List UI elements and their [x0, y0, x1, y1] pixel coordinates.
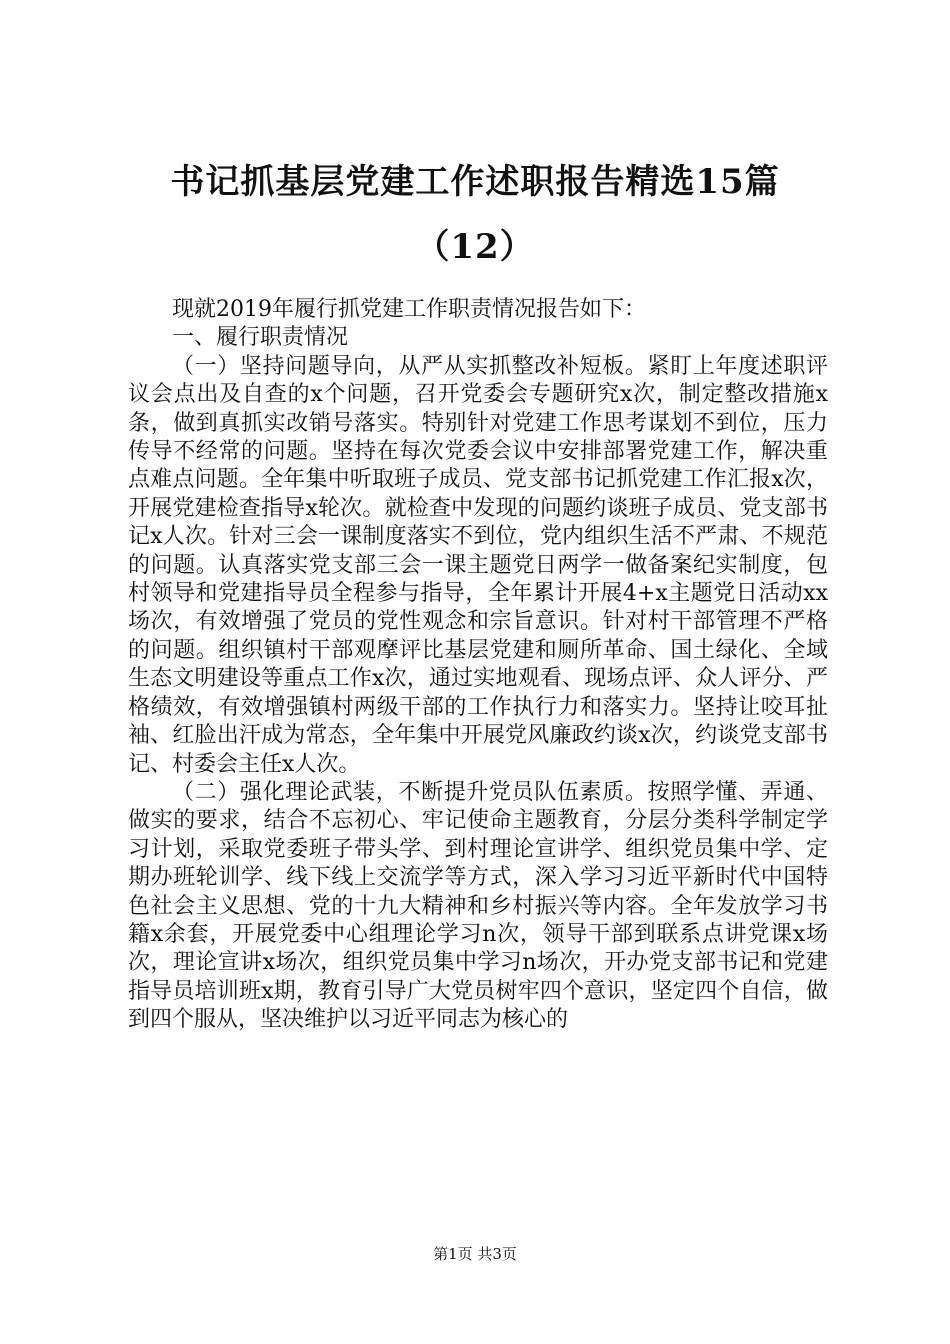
intro-paragraph: 现就2019年履行抓党建工作职责情况报告如下： — [172, 297, 646, 322]
section-heading: 一、履行职责情况 — [172, 325, 349, 351]
document-body — [128, 296, 828, 1035]
body-paragraph: （一）坚持问题导向，从严从实抓整改补短板。紧盯上年度述职评议会点出及自查的x个问题，召开党委会专题研究x次，制定整改措施x条，做到真抓实改销号落实。特别针对党建工作思考谋划不到位，压力传导不经常的问题。坚持在每次党委会议中安排部署党建工作，解决重点难点问题。全年集中听取班子成员、党支部书记抓党建工作汇报x次，开展党建检查指导x轮次。就检查中发现的问题约谈班子成员、党支部书记x人次。针对三会一课制度落实不到位，党内组织生活不严肃、不规范的问题。认真落实党支部三会一课主题党日两学一做备案纪实制度，包村领导和党建指导员全程参与指导，全年累计开展4+x主题党日活动xx场次，有效增强了党员的党性观念和宗旨意识。针对村干部管理不严格的问题。组织镇村干部观摩评比基层党建和厕所革命、国土绿化、全域生态文明建设等重点工作x次，通过实地观看、现场点评、众人评分、严格绩效，有效增强镇村两级干部的工作执行力和落实力。坚持让咬耳扯袖、红脸出汗成为常态，全年集中开展党风廉政约谈x次，约谈党支部书记、村委会主任x人次。 — [128, 353, 828, 777]
body-paragraph: （二）强化理论武装，不断提升党员队伍素质。按照学懂、弄通、做实的要求，结合不忘初心、牢记使命主题教育，分层分类科学制定学习计划，采取党委班子带头学、到村理论宣讲学、组织党员集中学、定期办班轮训学、线下线上交流学等方式，深入学习习近平新时代中国特色社会主义思想、党的十九大精神和乡村振兴等内容。全年发放学习书籍x余套，开展党委中心组理论学习n次，领导干部到联系点讲党课x场次，理论宣讲x场次，组织党员集中学习n场次，开办党支部书记和党建指导员培训班x期，教育引导广大党员树牢四个意识，坚定四个自信，做到四个服从，坚决维护以习近平同志为核心的 — [128, 779, 828, 1033]
document-title: 书记抓基层党建工作述职报告精选15篇 — [170, 162, 780, 202]
page-footer: 第1页 共3页 — [433, 1245, 517, 1263]
document-title-number: （12） — [415, 227, 535, 267]
